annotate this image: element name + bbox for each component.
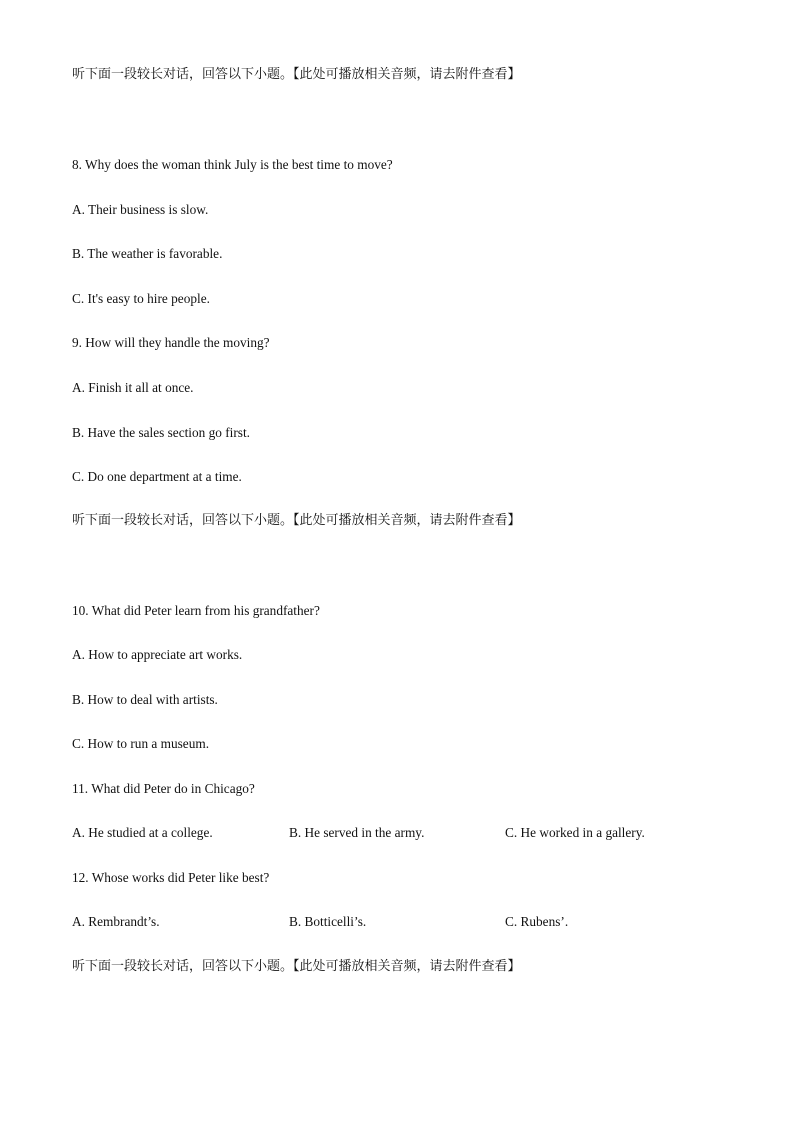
question-12: 12. Whose works did Peter like best? [72, 870, 270, 885]
question-9: 9. How will they handle the moving? [72, 335, 270, 350]
q9-option-c: C. Do one department at a time. [72, 469, 242, 484]
listening-instruction-2: 听下面一段较长对话，回答以下小题。【此处可播放相关音频，请去附件查看】 [72, 513, 521, 528]
question-11: 11. What did Peter do in Chicago? [72, 781, 255, 796]
q11-option-b: B. He served in the army. [289, 825, 425, 840]
q12-option-b: B. Botticelli’s. [289, 914, 367, 929]
q8-option-c: C. It's easy to hire people. [72, 291, 210, 306]
q12-option-c: C. Rubens’. [505, 914, 569, 929]
listening-instruction-1: 听下面一段较长对话，回答以下小题。【此处可播放相关音频，请去附件查看】 [72, 67, 521, 82]
q10-option-a: A. How to appreciate art works. [72, 647, 243, 662]
question-10: 10. What did Peter learn from his grandfather? [72, 603, 320, 618]
q10-option-c: C. How to run a museum. [72, 736, 210, 751]
q12-option-a: A. Rembrandt’s. [72, 914, 160, 929]
question-8: 8. Why does the woman think July is the best time to move? [72, 157, 393, 172]
q11-option-a: A. He studied at a college. [72, 825, 213, 840]
q9-option-b: B. Have the sales section go first. [72, 425, 250, 440]
q8-option-a: A. Their business is slow. [72, 202, 209, 217]
q11-option-c: C. He worked in a gallery. [505, 825, 645, 840]
q8-option-b: B. The weather is favorable. [72, 246, 223, 261]
q10-option-b: B. How to deal with artists. [72, 692, 218, 707]
q9-option-a: A. Finish it all at once. [72, 380, 194, 395]
listening-instruction-3: 听下面一段较长对话，回答以下小题。【此处可播放相关音频，请去附件查看】 [72, 959, 521, 974]
